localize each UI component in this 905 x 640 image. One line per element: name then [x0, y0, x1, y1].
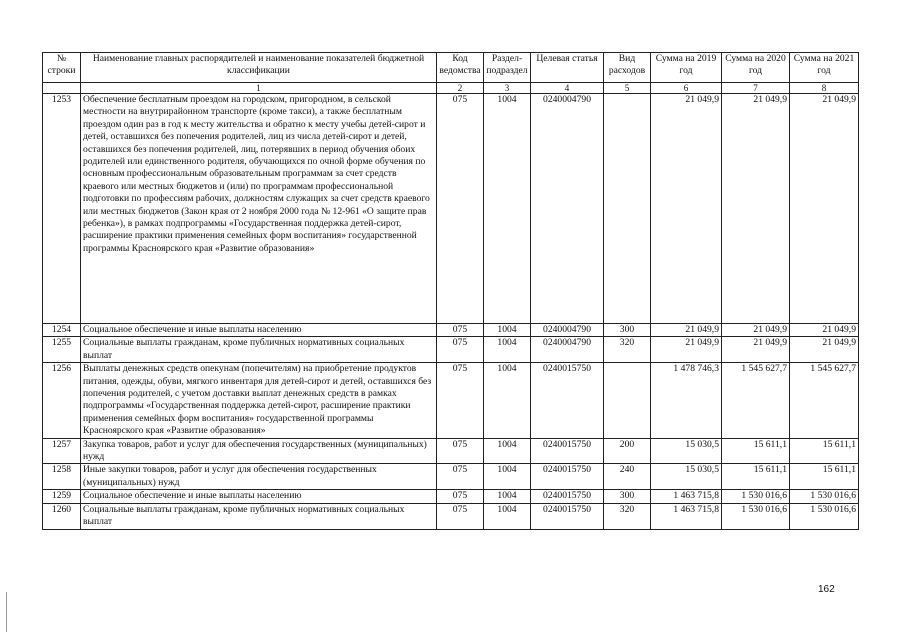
row-target: 0240004790 — [531, 337, 604, 363]
row-name: Социальное обеспечение и иные выплаты населению — [81, 490, 437, 503]
row-sum-2019: 21 049,9 — [651, 324, 722, 337]
table-row — [43, 438, 859, 464]
col-num: 7 — [722, 83, 790, 94]
row-sum-2019: 1 463 715,8 — [651, 490, 722, 503]
row-dept: 075 — [437, 363, 484, 438]
table-row — [43, 490, 859, 503]
table-row — [43, 464, 859, 490]
row-sum-2020: 21 049,9 — [722, 94, 790, 324]
col-num: 3 — [484, 83, 531, 94]
row-target: 0240004790 — [531, 324, 604, 337]
row-section: 1004 — [484, 438, 531, 464]
row-no: 1257 — [43, 438, 81, 464]
table-row — [43, 324, 859, 337]
row-type — [604, 363, 651, 438]
row-section: 1004 — [484, 503, 531, 529]
column-numbering-row — [43, 83, 859, 94]
row-dept: 075 — [437, 324, 484, 337]
row-no: 1258 — [43, 464, 81, 490]
row-sum-2021: 15 611,1 — [790, 464, 859, 490]
row-type: 300 — [604, 324, 651, 337]
col-num: 2 — [437, 83, 484, 94]
row-no: 1259 — [43, 490, 81, 503]
row-name: Иные закупки товаров, работ и услуг для обеспечения государственных (муниципальных) нужд — [81, 464, 437, 490]
row-name: Социальное обеспечение и иные выплаты населению — [81, 324, 437, 337]
row-sum-2021: 1 530 016,6 — [790, 490, 859, 503]
row-section: 1004 — [484, 363, 531, 438]
row-no: 1253 — [43, 94, 81, 324]
row-target: 0240015750 — [531, 464, 604, 490]
row-no: 1256 — [43, 363, 81, 438]
row-sum-2021: 21 049,9 — [790, 337, 859, 363]
row-section: 1004 — [484, 464, 531, 490]
col-num: 6 — [651, 83, 722, 94]
table-row — [43, 337, 859, 363]
header-type: Вид расходов — [604, 53, 651, 83]
header-2020: Сумма на 2020 год — [722, 53, 790, 83]
row-sum-2020: 1 545 627,7 — [722, 363, 790, 438]
col-num: 5 — [604, 83, 651, 94]
row-name: Закупка товаров, работ и услуг для обеспечения государственных (муниципальных) нужд — [81, 438, 437, 464]
row-sum-2019: 15 030,5 — [651, 438, 722, 464]
scan-edge-mark — [6, 592, 7, 632]
header-target: Целевая статья — [531, 53, 604, 83]
row-name: Обеспечение бесплатным проездом на городском, пригородном, в сельской местности на внутрирайонном транспорте (кроме такси), а также бесплатным проездом один раз в год к месту жительства и обратно к месту учебы детей-сирот и детей, оставшихся без попечения родителей, лиц из числа детей-сирот и детей, оставшихся без попечения родителей, лиц, потерявших в период обучения обоих родителей или единственного родителя, обучающихся по очной форме обучения по основным профессиональным образовательным программам за счет средств краевого или местных бюджетов и (или) по программам профессиональной подготовки по профессиям рабочих, должностям служащих за счет средств краевого или местных бюджетов (Закон края от 2 ноября 2000 года № 12-961 «О защите прав ребенка»), в рамках подпрограммы «Государственная поддержка детей-сирот, расширение практики применения семейных форм воспитания» государственной программы Красноярского края «Развитие образования» — [81, 94, 437, 324]
row-sum-2021: 15 611,1 — [790, 438, 859, 464]
header-2019: Сумма на 2019 год — [651, 53, 722, 83]
row-section: 1004 — [484, 324, 531, 337]
row-sum-2021: 1 545 627,7 — [790, 363, 859, 438]
row-type — [604, 94, 651, 324]
header-name: Наименование главных распорядителей и наименование показателей бюджетной классификации — [81, 53, 437, 83]
col-num: 8 — [790, 83, 859, 94]
col-num: 4 — [531, 83, 604, 94]
row-dept: 075 — [437, 337, 484, 363]
table-row — [43, 503, 859, 529]
row-name: Социальные выплаты гражданам, кроме публичных нормативных социальных выплат — [81, 503, 437, 529]
row-section: 1004 — [484, 94, 531, 324]
budget-table — [42, 52, 859, 530]
row-type: 320 — [604, 337, 651, 363]
row-sum-2019: 21 049,9 — [651, 337, 722, 363]
row-section: 1004 — [484, 490, 531, 503]
page-number: 162 — [818, 584, 835, 595]
row-type: 240 — [604, 464, 651, 490]
row-dept: 075 — [437, 464, 484, 490]
row-sum-2019: 15 030,5 — [651, 464, 722, 490]
row-sum-2020: 15 611,1 — [722, 438, 790, 464]
col-num: 1 — [81, 83, 437, 94]
row-sum-2019: 1 478 746,3 — [651, 363, 722, 438]
row-sum-2021: 21 049,9 — [790, 94, 859, 324]
table-row — [43, 94, 859, 324]
row-type: 300 — [604, 490, 651, 503]
table-header-row — [43, 53, 859, 83]
header-dept: Код ведомства — [437, 53, 484, 83]
header-2021: Сумма на 2021 год — [790, 53, 859, 83]
row-sum-2019: 1 463 715,8 — [651, 503, 722, 529]
row-target: 0240004790 — [531, 94, 604, 324]
row-target: 0240015750 — [531, 363, 604, 438]
row-type: 320 — [604, 503, 651, 529]
header-section: Раздел-подраздел — [484, 53, 531, 83]
row-target: 0240015750 — [531, 503, 604, 529]
row-type: 200 — [604, 438, 651, 464]
col-num — [43, 83, 81, 94]
row-no: 1260 — [43, 503, 81, 529]
row-name: Выплаты денежных средств опекунам (попечителям) на приобретение продуктов питания, одежды, обуви, мягкого инвентаря для детей-сирот и детей, оставшихся без попечения родителей, с учетом доставки выплат денежных средств в рамках подпрограммы «Государственная поддержка детей-сирот, расширение практики применения семейных форм воспитания» государственной программы Красноярского края «Развитие образования» — [81, 363, 437, 438]
row-name: Социальные выплаты гражданам, кроме публичных нормативных социальных выплат — [81, 337, 437, 363]
row-section: 1004 — [484, 337, 531, 363]
row-dept: 075 — [437, 438, 484, 464]
row-target: 0240015750 — [531, 490, 604, 503]
row-dept: 075 — [437, 94, 484, 324]
row-sum-2020: 15 611,1 — [722, 464, 790, 490]
table-row — [43, 363, 859, 438]
row-sum-2020: 21 049,9 — [722, 324, 790, 337]
row-sum-2020: 21 049,9 — [722, 337, 790, 363]
row-target: 0240015750 — [531, 438, 604, 464]
row-sum-2021: 21 049,9 — [790, 324, 859, 337]
row-sum-2020: 1 530 016,6 — [722, 503, 790, 529]
budget-table-page — [42, 52, 858, 530]
row-sum-2019: 21 049,9 — [651, 94, 722, 324]
row-sum-2020: 1 530 016,6 — [722, 490, 790, 503]
row-sum-2021: 1 530 016,6 — [790, 503, 859, 529]
header-row-no: № строки — [43, 53, 81, 83]
row-no: 1255 — [43, 337, 81, 363]
row-dept: 075 — [437, 490, 484, 503]
row-no: 1254 — [43, 324, 81, 337]
row-dept: 075 — [437, 503, 484, 529]
